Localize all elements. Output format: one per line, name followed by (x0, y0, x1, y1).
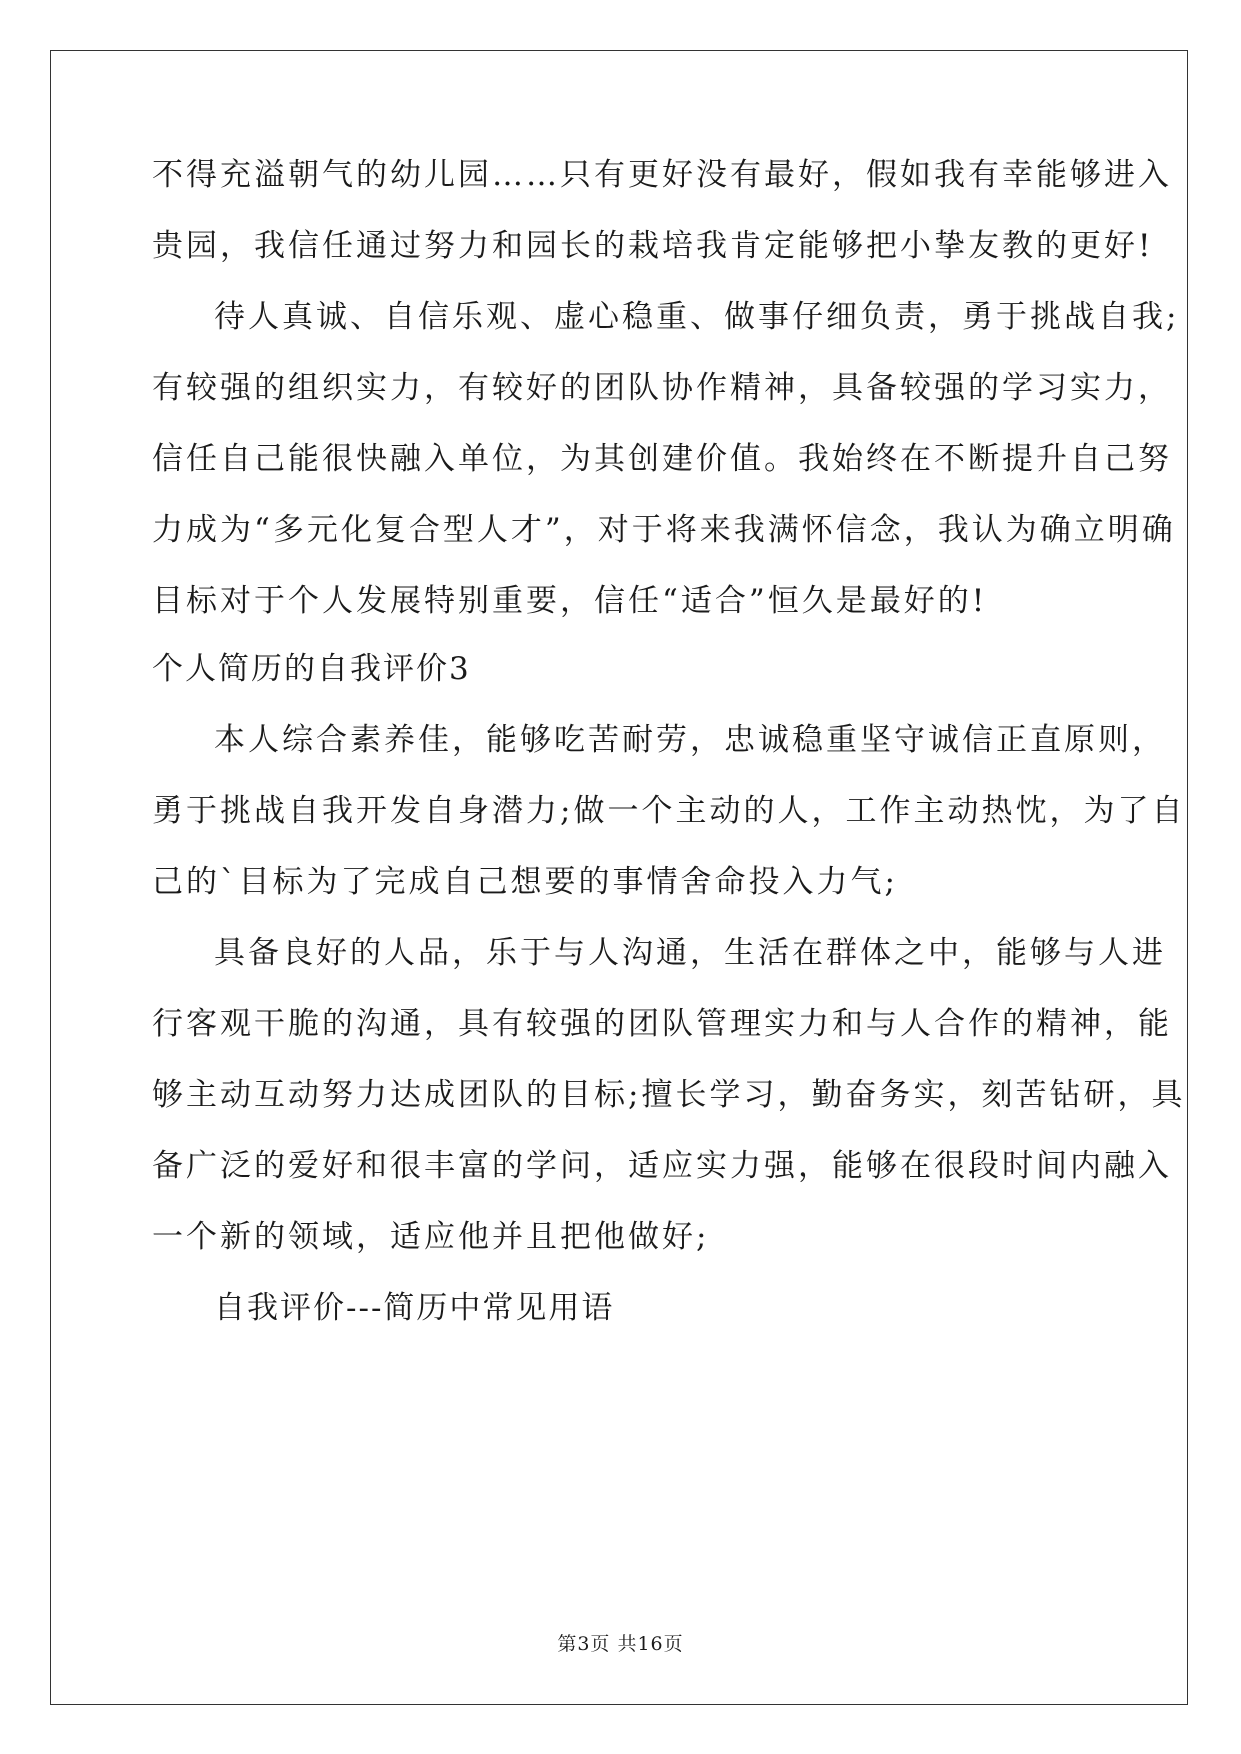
text-line: 力成为“多元化复合型人才”，对于将来我满怀信念，我认为确立明确 (152, 512, 1176, 548)
text-line: 贵园，我信任通过努力和园长的栽培我肯定能够把小挚友教的更好! (152, 228, 1154, 264)
section-heading: 个人简历的自我评价3 (152, 651, 471, 687)
text-line: 信任自己能很快融入单位，为其创建价值。我始终在不断提升自己努 (152, 441, 1172, 477)
text-line: 己的`目标为了完成自己想要的事情舍命投入力气; (152, 864, 898, 900)
text-line: 有较强的组织实力，有较好的团队协作精神，具备较强的学习实力， (152, 370, 1172, 406)
text-line: 备广泛的爱好和很丰富的学问，适应实力强，能够在很段时间内融入 (152, 1148, 1172, 1184)
subheading-line: 自我评价---简历中常见用语 (214, 1290, 615, 1326)
page-number-footer: 第3页 共16页 (557, 1633, 684, 1655)
text-line: 勇于挑战自我开发自身潜力;做一个主动的人，工作主动热忱，为了自 (152, 793, 1186, 829)
text-line: 不得充溢朝气的幼儿园……只有更好没有最好，假如我有幸能够进入 (152, 157, 1172, 193)
text-line: 目标对于个人发展特别重要，信任“适合”恒久是最好的! (152, 583, 988, 619)
paragraph-start-line: 本人综合素养佳，能够吃苦耐劳，忠诚稳重坚守诚信正直原则， (214, 722, 1166, 758)
text-line: 行客观干脆的沟通，具有较强的团队管理实力和与人合作的精神，能 (152, 1006, 1172, 1042)
text-line: 够主动互动努力达成团队的目标;擅长学习，勤奋务实，刻苦钻研，具 (152, 1077, 1186, 1113)
paragraph-start-line: 具备良好的人品，乐于与人沟通，生活在群体之中，能够与人进 (214, 935, 1166, 971)
paragraph-start-line: 待人真诚、自信乐观、虚心稳重、做事仔细负责，勇于挑战自我; (214, 299, 1180, 335)
text-line: 一个新的领域，适应他并且把他做好; (152, 1219, 710, 1255)
